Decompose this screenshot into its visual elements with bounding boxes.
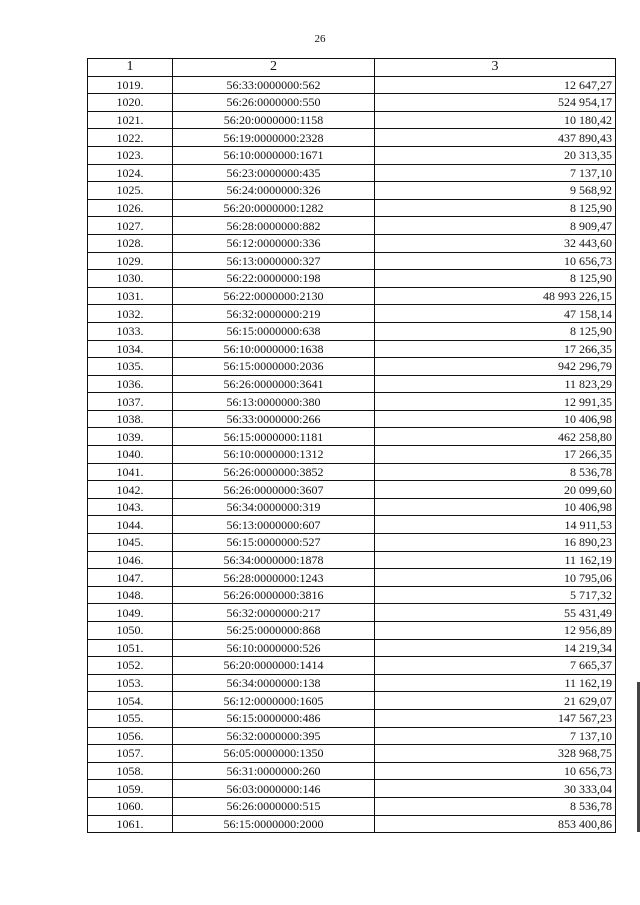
cadastral-number: 56:26:0000000:3852 xyxy=(173,463,375,481)
table-row xyxy=(88,622,616,640)
row-number: 1022. xyxy=(88,129,173,147)
cadastral-number: 56:15:0000000:527 xyxy=(173,534,375,552)
cadastral-number: 56:10:0000000:1312 xyxy=(173,446,375,464)
row-number: 1029. xyxy=(88,252,173,270)
table-row xyxy=(88,780,616,798)
cadastral-number: 56:28:0000000:1243 xyxy=(173,569,375,587)
table-row xyxy=(88,428,616,446)
amount: 47 158,14 xyxy=(375,305,616,323)
row-number: 1044. xyxy=(88,516,173,534)
cadastral-number: 56:03:0000000:146 xyxy=(173,780,375,798)
amount: 17 266,35 xyxy=(375,446,616,464)
amount: 437 890,43 xyxy=(375,129,616,147)
table-row xyxy=(88,463,616,481)
amount: 10 656,73 xyxy=(375,762,616,780)
table-row xyxy=(88,111,616,129)
amount: 462 258,80 xyxy=(375,428,616,446)
table-row xyxy=(88,375,616,393)
amount: 8 909,47 xyxy=(375,217,616,235)
amount: 853 400,86 xyxy=(375,815,616,833)
row-number: 1021. xyxy=(88,111,173,129)
row-number: 1041. xyxy=(88,463,173,481)
table-row xyxy=(88,217,616,235)
cadastral-number: 56:15:0000000:2036 xyxy=(173,358,375,376)
table-row xyxy=(88,692,616,710)
row-number: 1030. xyxy=(88,270,173,288)
cadastral-number: 56:13:0000000:607 xyxy=(173,516,375,534)
table-row xyxy=(88,481,616,499)
row-number: 1034. xyxy=(88,340,173,358)
cadastral-number: 56:26:0000000:3607 xyxy=(173,481,375,499)
amount: 14 219,34 xyxy=(375,639,616,657)
row-number: 1053. xyxy=(88,674,173,692)
row-number: 1027. xyxy=(88,217,173,235)
table-row xyxy=(88,551,616,569)
amount: 7 137,10 xyxy=(375,727,616,745)
row-number: 1035. xyxy=(88,358,173,376)
amount: 328 968,75 xyxy=(375,745,616,763)
row-number: 1050. xyxy=(88,622,173,640)
row-number: 1031. xyxy=(88,287,173,305)
row-number: 1020. xyxy=(88,94,173,112)
amount: 11 162,19 xyxy=(375,551,616,569)
cadastral-number: 56:10:0000000:1671 xyxy=(173,146,375,164)
data-table xyxy=(87,58,616,833)
row-number: 1040. xyxy=(88,446,173,464)
cadastral-number: 56:34:0000000:138 xyxy=(173,674,375,692)
cadastral-number: 56:20:0000000:1158 xyxy=(173,111,375,129)
cadastral-number: 56:33:0000000:562 xyxy=(173,76,375,94)
amount: 9 568,92 xyxy=(375,182,616,200)
cadastral-number: 56:13:0000000:380 xyxy=(173,393,375,411)
amount: 8 536,78 xyxy=(375,797,616,815)
table-row xyxy=(88,709,616,727)
row-number: 1019. xyxy=(88,76,173,94)
cadastral-number: 56:28:0000000:882 xyxy=(173,217,375,235)
table-row xyxy=(88,569,616,587)
amount: 7 665,37 xyxy=(375,657,616,675)
amount: 942 296,79 xyxy=(375,358,616,376)
cadastral-number: 56:26:0000000:550 xyxy=(173,94,375,112)
table-row xyxy=(88,516,616,534)
amount: 8 125,90 xyxy=(375,270,616,288)
row-number: 1033. xyxy=(88,322,173,340)
row-number: 1056. xyxy=(88,727,173,745)
amount: 20 099,60 xyxy=(375,481,616,499)
table-row xyxy=(88,146,616,164)
table-row xyxy=(88,252,616,270)
page-number: 26 xyxy=(314,33,326,45)
cadastral-number: 56:15:0000000:2000 xyxy=(173,815,375,833)
table-row xyxy=(88,727,616,745)
row-number: 1025. xyxy=(88,182,173,200)
amount: 8 125,90 xyxy=(375,322,616,340)
amount: 10 406,98 xyxy=(375,410,616,428)
row-number: 1032. xyxy=(88,305,173,323)
cadastral-number: 56:26:0000000:3641 xyxy=(173,375,375,393)
table-row xyxy=(88,639,616,657)
cadastral-number: 56:15:0000000:1181 xyxy=(173,428,375,446)
table-row xyxy=(88,745,616,763)
cadastral-number: 56:22:0000000:2130 xyxy=(173,287,375,305)
column-header-2: 2 xyxy=(173,59,375,77)
row-number: 1038. xyxy=(88,410,173,428)
amount: 12 991,35 xyxy=(375,393,616,411)
table-row xyxy=(88,76,616,94)
amount: 21 629,07 xyxy=(375,692,616,710)
table-row xyxy=(88,129,616,147)
column-header-3: 3 xyxy=(375,59,616,77)
amount: 11 823,29 xyxy=(375,375,616,393)
table-row xyxy=(88,586,616,604)
amount: 11 162,19 xyxy=(375,674,616,692)
amount: 8 125,90 xyxy=(375,199,616,217)
amount: 32 443,60 xyxy=(375,234,616,252)
cadastral-number: 56:19:0000000:2328 xyxy=(173,129,375,147)
row-number: 1051. xyxy=(88,639,173,657)
table-row xyxy=(88,498,616,516)
table-row xyxy=(88,762,616,780)
row-number: 1052. xyxy=(88,657,173,675)
table-row xyxy=(88,340,616,358)
cadastral-number: 56:26:0000000:3816 xyxy=(173,586,375,604)
table-row xyxy=(88,797,616,815)
cadastral-number: 56:15:0000000:638 xyxy=(173,322,375,340)
cadastral-number: 56:32:0000000:395 xyxy=(173,727,375,745)
row-number: 1045. xyxy=(88,534,173,552)
cadastral-number: 56:25:0000000:868 xyxy=(173,622,375,640)
amount: 10 180,42 xyxy=(375,111,616,129)
row-number: 1026. xyxy=(88,199,173,217)
cadastral-number: 56:34:0000000:1878 xyxy=(173,551,375,569)
cadastral-number: 56:32:0000000:219 xyxy=(173,305,375,323)
amount: 524 954,17 xyxy=(375,94,616,112)
table-row xyxy=(88,358,616,376)
column-header-1: 1 xyxy=(88,59,173,77)
row-number: 1042. xyxy=(88,481,173,499)
amount: 12 647,27 xyxy=(375,76,616,94)
amount: 10 795,06 xyxy=(375,569,616,587)
table-row xyxy=(88,199,616,217)
table-row xyxy=(88,94,616,112)
row-number: 1054. xyxy=(88,692,173,710)
amount: 17 266,35 xyxy=(375,340,616,358)
cadastral-number: 56:10:0000000:526 xyxy=(173,639,375,657)
row-number: 1059. xyxy=(88,780,173,798)
amount: 12 956,89 xyxy=(375,622,616,640)
cadastral-number: 56:34:0000000:319 xyxy=(173,498,375,516)
cadastral-number: 56:12:0000000:1605 xyxy=(173,692,375,710)
table-row xyxy=(88,674,616,692)
header-row xyxy=(88,59,616,77)
amount: 16 890,23 xyxy=(375,534,616,552)
cadastral-number: 56:10:0000000:1638 xyxy=(173,340,375,358)
amount: 20 313,35 xyxy=(375,146,616,164)
row-number: 1057. xyxy=(88,745,173,763)
amount: 30 333,04 xyxy=(375,780,616,798)
amount: 10 656,73 xyxy=(375,252,616,270)
table-row xyxy=(88,393,616,411)
row-number: 1048. xyxy=(88,586,173,604)
cadastral-number: 56:12:0000000:336 xyxy=(173,234,375,252)
cadastral-number: 56:31:0000000:260 xyxy=(173,762,375,780)
table-row xyxy=(88,234,616,252)
amount: 10 406,98 xyxy=(375,498,616,516)
row-number: 1039. xyxy=(88,428,173,446)
cadastral-number: 56:23:0000000:435 xyxy=(173,164,375,182)
row-number: 1023. xyxy=(88,146,173,164)
row-number: 1058. xyxy=(88,762,173,780)
cadastral-number: 56:20:0000000:1282 xyxy=(173,199,375,217)
table-row xyxy=(88,815,616,833)
cadastral-number: 56:15:0000000:486 xyxy=(173,709,375,727)
table-row xyxy=(88,164,616,182)
table-row xyxy=(88,182,616,200)
cadastral-number: 56:26:0000000:515 xyxy=(173,797,375,815)
amount: 5 717,32 xyxy=(375,586,616,604)
cadastral-number: 56:32:0000000:217 xyxy=(173,604,375,622)
table-row xyxy=(88,604,616,622)
row-number: 1060. xyxy=(88,797,173,815)
table-row xyxy=(88,657,616,675)
table-row xyxy=(88,534,616,552)
row-number: 1036. xyxy=(88,375,173,393)
amount: 147 567,23 xyxy=(375,709,616,727)
table-row xyxy=(88,287,616,305)
table-row xyxy=(88,305,616,323)
amount: 48 993 226,15 xyxy=(375,287,616,305)
table-row xyxy=(88,446,616,464)
row-number: 1061. xyxy=(88,815,173,833)
cadastral-number: 56:13:0000000:327 xyxy=(173,252,375,270)
row-number: 1046. xyxy=(88,551,173,569)
row-number: 1049. xyxy=(88,604,173,622)
amount: 14 911,53 xyxy=(375,516,616,534)
row-number: 1055. xyxy=(88,709,173,727)
cadastral-number: 56:20:0000000:1414 xyxy=(173,657,375,675)
cadastral-number: 56:22:0000000:198 xyxy=(173,270,375,288)
table-row xyxy=(88,322,616,340)
row-number: 1043. xyxy=(88,498,173,516)
row-number: 1028. xyxy=(88,234,173,252)
amount: 7 137,10 xyxy=(375,164,616,182)
cadastral-number: 56:33:0000000:266 xyxy=(173,410,375,428)
table-row xyxy=(88,270,616,288)
table-row xyxy=(88,410,616,428)
row-number: 1037. xyxy=(88,393,173,411)
cadastral-number: 56:24:0000000:326 xyxy=(173,182,375,200)
row-number: 1024. xyxy=(88,164,173,182)
row-number: 1047. xyxy=(88,569,173,587)
amount: 55 431,49 xyxy=(375,604,616,622)
cadastral-number: 56:05:0000000:1350 xyxy=(173,745,375,763)
amount: 8 536,78 xyxy=(375,463,616,481)
